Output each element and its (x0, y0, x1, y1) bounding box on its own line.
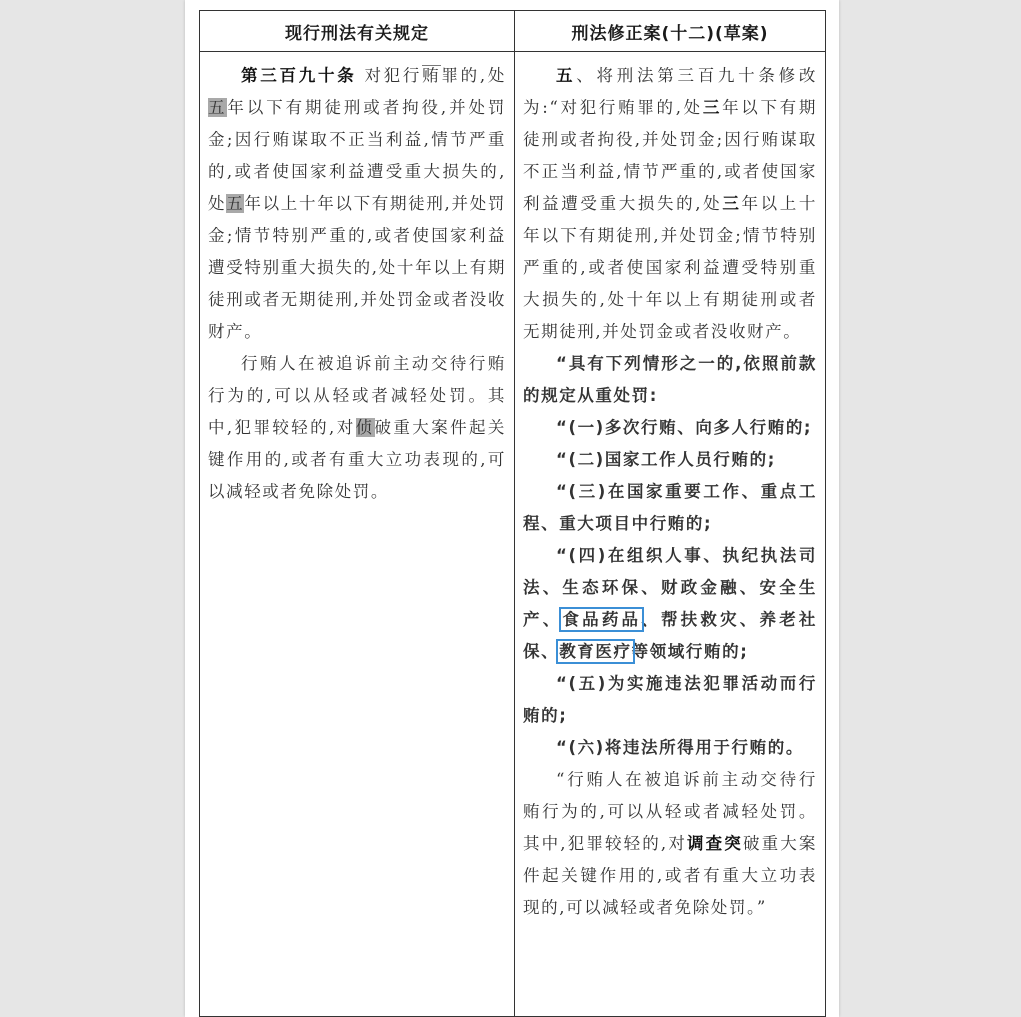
boxed-food-drug: 食品药品 (562, 610, 642, 629)
amendment-paragraph-last: “行贿人在被追诉前主动交待行贿行为的,可以从轻或者减轻处罚。其中,犯罪较轻的,对调查突破重大案件起关键作用的,或者有重大立功表现的,可以减轻或者免除处罚。” (523, 770, 817, 917)
current-law-paragraph-2: 行贿人在被追诉前主动交待行贿行为的,可以从轻或者减轻处罚。其中,犯罪较轻的,对侦破重大案件起关键作用的,或者有重大立功表现的,可以减轻或者免除处罚。 (208, 354, 506, 501)
highlight-five-1: 五 (208, 98, 228, 117)
bold-investigation: 调查突 (686, 834, 743, 853)
current-law-cell (200, 52, 515, 1017)
bold-three-2: 三 (722, 194, 742, 213)
amendment-item-6: “(六)将违法所得用于行贿的。 (556, 738, 804, 757)
amendment-item-4: “(四)在组织人事、执纪执法司法、生态环保、财政金融、安全生产、食品药品、帮扶救灾、养老社保、教育医疗等领域行贿的; (523, 546, 817, 661)
amendment-paragraph-1: 五、将刑法第三百九十条修改为:“对犯行贿罪的,处三年以下有期徒刑或者拘役,并处罚金;因行贿谋取不正当利益,情节严重的,或者使国家利益遭受重大损失的,处三年以上十年以下有期徒刑,并处罚金;情节特别严重的,或者使国家利益遭受特别重大损失的,处十年以上有期徒刑或者无期徒刑,并处罚金或者没收财产。 (523, 66, 817, 341)
article-number: 第三百九十条 (241, 66, 357, 85)
comparison-table (199, 10, 826, 1017)
header-amendment-draft: 刑法修正案(十二)(草案) (515, 11, 826, 52)
amendment-item-2: “(二)国家工作人员行贿的; (556, 450, 776, 469)
amendment-paragraph-2: “具有下列情形之一的,依照前款的规定从重处罚: (523, 354, 817, 405)
boxed-education-medical: 教育医疗 (559, 642, 632, 661)
document-page (185, 0, 839, 1017)
amendment-item-5: “(五)为实施违法犯罪活动而行贿的; (523, 674, 817, 725)
amendment-cell (515, 52, 826, 1017)
highlight-zhen: 侦 (355, 418, 375, 437)
bold-three-1: 三 (702, 98, 723, 117)
current-law-paragraph-1: 第三百九十条 对犯行贿罪的,处五年以下有期徒刑或者拘役,并处罚金;因行贿谋取不正当利益,情节严重的,或者使国家利益遭受重大损失的,处五年以上十年以下有期徒刑,并处罚金;情节特别严重的,或者使国家利益遭受特别重大损失的,处十年以上有期徒刑或者无期徒刑,并处罚金或者没收财产。 (208, 66, 506, 341)
highlight-five-2: 五 (226, 194, 245, 213)
amendment-item-3: “(三)在国家重要工作、重点工程、重大项目中行贿的; (523, 482, 817, 533)
amendment-item-1: “(一)多次行贿、向多人行贿的; (556, 418, 813, 437)
header-current-law: 现行刑法有关规定 (200, 11, 515, 52)
